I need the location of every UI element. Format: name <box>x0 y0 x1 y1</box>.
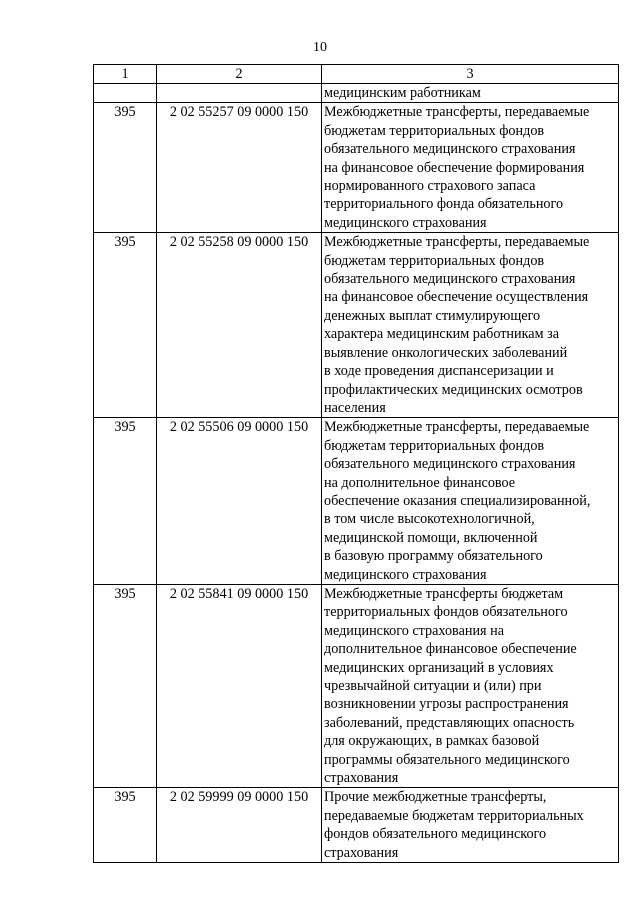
table-row <box>94 584 619 787</box>
description-line: характера медицинским работникам за <box>324 326 560 343</box>
header-col-3: 3 <box>322 65 619 84</box>
continuation-description <box>322 84 619 103</box>
description-line: страхования <box>324 844 399 861</box>
admin-code-cell: 395 <box>94 103 157 233</box>
description-cell <box>322 418 619 585</box>
admin-code-cell: 395 <box>94 233 157 418</box>
description-line: Прочие межбюджетные трансферты, <box>324 789 547 806</box>
budget-code-cell: 2 02 55841 09 0000 150 <box>157 584 322 787</box>
description-line: передаваемые бюджетам территориальных <box>324 807 584 824</box>
description-line: населения <box>324 399 386 416</box>
description-line: медицинской помощи, включенной <box>324 529 538 546</box>
description-cell <box>322 584 619 787</box>
description-line: дополнительное финансовое обеспечение <box>324 641 577 658</box>
description-line: на дополнительное финансовое <box>324 474 516 491</box>
description-line: Межбюджетные трансферты, передаваемые <box>324 104 590 121</box>
description-line: Межбюджетные трансферты, передаваемые <box>324 419 590 436</box>
description-line: обязательного медицинского страхования <box>324 456 576 473</box>
description-cell <box>322 103 619 233</box>
description-line: Межбюджетные трансферты бюджетам <box>324 585 564 602</box>
description-line: выявление онкологических заболеваний <box>324 344 568 361</box>
table-body <box>94 65 619 863</box>
description-line: на финансовое обеспечение формирования <box>324 159 585 176</box>
description-line: страхования <box>324 770 399 787</box>
table-row <box>94 788 619 863</box>
description-line: обязательного медицинского страхования <box>324 271 576 288</box>
description-line: на финансовое обеспечение осуществления <box>324 289 589 306</box>
description-line: денежных выплат стимулирующего <box>324 307 541 324</box>
description-line: чрезвычайной ситуации и (или) при <box>324 678 542 694</box>
description-line: территориального фонда обязательного <box>324 196 564 213</box>
description-line: профилактических медицинских осмотров <box>324 381 583 398</box>
description-line: в базовую программу обязательного <box>324 548 543 565</box>
admin-code-cell: 395 <box>94 584 157 787</box>
description-line: медицинского страхования <box>324 214 487 231</box>
description-cell <box>322 788 619 863</box>
table-row <box>94 103 619 233</box>
description-line: обязательного медицинского страхования <box>324 141 576 158</box>
description-line: фондов обязательного медицинского <box>324 826 547 843</box>
header-row <box>94 65 619 84</box>
description-line: медицинского страхования на <box>324 622 505 639</box>
description-line: бюджетам территориальных фондов <box>324 122 545 139</box>
description-line: бюджетам территориальных фондов <box>324 437 545 454</box>
description-line: в том числе высокотехнологичной, <box>324 511 535 528</box>
continuation-col-2 <box>157 84 322 103</box>
budget-code-cell: 2 02 55258 09 0000 150 <box>157 233 322 418</box>
description-line: медицинских организаций в условиях <box>324 659 554 676</box>
description-line: медицинским работникам <box>324 85 481 101</box>
description-line: для окружающих, в рамках базовой <box>324 733 540 750</box>
description-line: бюджетам территориальных фондов <box>324 252 545 269</box>
budget-code-cell: 2 02 55257 09 0000 150 <box>157 103 322 233</box>
budget-code-cell: 2 02 55506 09 0000 150 <box>157 418 322 585</box>
admin-code-cell: 395 <box>94 788 157 863</box>
header-col-2: 2 <box>157 65 322 84</box>
header-col-1: 1 <box>94 65 157 84</box>
admin-code-cell: 395 <box>94 418 157 585</box>
description-line: обеспечение оказания специализированной, <box>324 492 591 509</box>
description-line: заболеваний, представляющих опасность <box>324 714 575 731</box>
budget-code-cell: 2 02 59999 09 0000 150 <box>157 788 322 863</box>
description-line: в ходе проведения диспансеризации и <box>324 363 554 380</box>
description-line: возникновении угрозы распространения <box>324 696 569 713</box>
description-line: программы обязательного медицинского <box>324 751 570 768</box>
page-number: 10 <box>313 40 327 55</box>
continuation-col-1 <box>94 84 157 103</box>
table-row <box>94 418 619 585</box>
description-cell <box>322 233 619 418</box>
description-line: Межбюджетные трансферты, передаваемые <box>324 234 590 251</box>
description-line: нормированного страхового запаса <box>324 178 536 195</box>
description-line: медицинского страхования <box>324 566 487 583</box>
table-row <box>94 233 619 418</box>
continuation-row <box>94 84 619 103</box>
description-line: территориальных фондов обязательного <box>324 604 568 621</box>
budget-codes-table <box>93 64 619 863</box>
